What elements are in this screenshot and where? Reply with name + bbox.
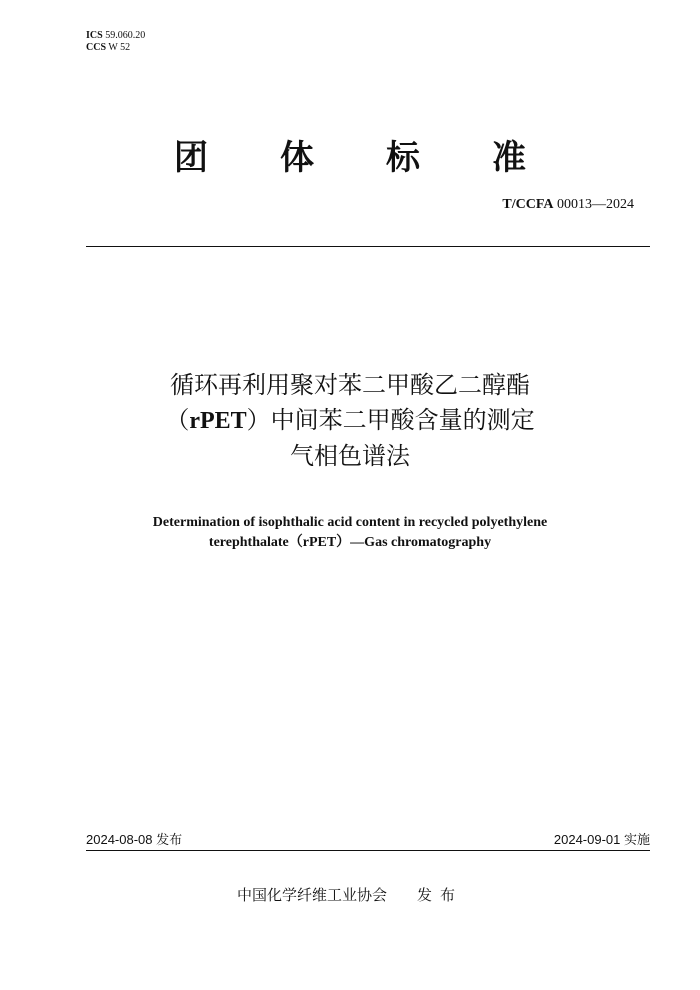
doc-type-char: 体 <box>280 138 314 178</box>
chinese-title-line-1: 循环再利用聚对苯二甲酸乙二醇酯 <box>170 371 530 399</box>
chinese-title-line-2-rest: ）中间苯二甲酸含量的测定 <box>246 406 535 434</box>
standard-code: 00013—2024 <box>557 197 634 212</box>
ccs-label: CCS <box>86 42 107 53</box>
ics-label: ICS <box>86 30 103 41</box>
standard-prefix: T/CCFA <box>502 197 554 212</box>
english-title-line-1: Determination of isophthalic acid content in recycled polyethylene <box>152 515 548 530</box>
doc-type-char: 准 <box>492 138 526 178</box>
chinese-title-line-3: 气相色谱法 <box>290 442 410 470</box>
standard-number <box>502 197 634 213</box>
publisher-line <box>0 884 700 905</box>
issue-date: 2024-08-08 发布 <box>86 832 183 847</box>
chinese-title <box>0 368 700 474</box>
english-title <box>0 513 700 553</box>
ccs-value: W 52 <box>108 42 131 53</box>
abbreviation: rPET <box>189 408 247 434</box>
implementation-date: 2024-09-01 实施 <box>553 832 650 847</box>
ics-code <box>86 30 145 42</box>
publisher-name: 中国化学纤维工业协会 <box>236 886 387 904</box>
english-title-line-2: terephthalate（rPET）—Gas chromatography <box>208 535 492 550</box>
header-divider <box>86 246 650 247</box>
publisher-action: 发布 <box>417 886 464 904</box>
document-type-heading <box>0 130 700 179</box>
paren-open: （ <box>165 406 190 434</box>
ccs-code <box>86 42 145 54</box>
doc-type-char: 标 <box>386 138 420 178</box>
footer-divider <box>86 850 650 851</box>
ics-value: 59.060.20 <box>105 30 146 41</box>
doc-type-char: 团 <box>174 138 208 178</box>
chinese-title-line-2 <box>0 403 700 439</box>
classification-codes <box>86 30 145 54</box>
